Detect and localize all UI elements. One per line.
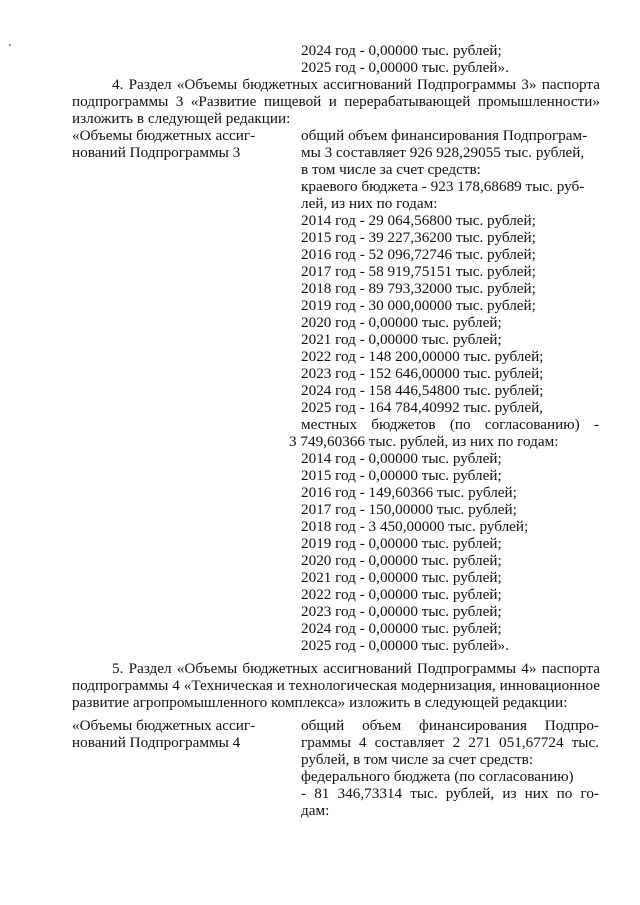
section4-body-line: общий объем финансирования Подпрограм- (301, 127, 588, 144)
section4-body-line: 2020 год - 0,00000 тыс. рублей; (301, 552, 502, 569)
section5-body-line: рублей, в том числе за счет средств: (301, 751, 534, 768)
section4-body-line: 2021 год - 0,00000 тыс. рублей; (301, 569, 502, 586)
section4-intro-line-1: 4. Раздел «Объемы бюджетных ассигнований Подпрограммы 3» паспорта (112, 76, 600, 93)
section4-body-line: мы 3 составляет 926 928,29055 тыс. рублей, (301, 144, 585, 161)
section5-body-line: граммы 4 составляет 2 271 051,67724 тыс. (301, 734, 599, 751)
section5-intro-line-1: 5. Раздел «Объемы бюджетных ассигнований Подпрограммы 4» паспорта (112, 660, 600, 677)
section4-body-line: краевого бюджета - 923 178,68689 тыс. руб- (301, 178, 585, 195)
section4-body-line: 2015 год - 39 227,36200 тыс. рублей; (301, 229, 536, 246)
section4-intro (72, 76, 600, 110)
section5-body-line: федерального бюджета (по согласованию) (301, 768, 574, 785)
scan-speck (9, 44, 11, 46)
section4-label-line-2: нований Подпрограммы 3 (72, 144, 241, 161)
section4-body-line: 2015 год - 0,00000 тыс. рублей; (301, 467, 502, 484)
section4-body-line: 2018 год - 3 450,00000 тыс. рублей; (301, 518, 529, 535)
top-line-1: 2024 год - 0,00000 тыс. рублей; (301, 42, 502, 59)
section4-body-line: 2019 год - 0,00000 тыс. рублей; (301, 535, 502, 552)
section4-body-line: 2017 год - 58 919,75151 тыс. рублей; (301, 263, 536, 280)
section4-body-line: 2021 год - 0,00000 тыс. рублей; (301, 331, 502, 348)
section4-body-line: в том числе за счет средств: (301, 161, 481, 178)
section5-label-line-1: «Объемы бюджетных ассиг- (72, 717, 256, 734)
section4-body-line: 2014 год - 0,00000 тыс. рублей; (301, 450, 502, 467)
section4-body-line: 2014 год - 29 064,56800 тыс. рублей; (301, 212, 536, 229)
section4-body-line: 2025 год - 0,00000 тыс. рублей». (301, 637, 509, 654)
section5-intro-line-3: развитие агропромышленного комплекса» изложить в следующей редакции: (72, 694, 568, 711)
section4-body-line: 2016 год - 149,60366 тыс. рублей; (301, 484, 517, 501)
section4-body-line: 2024 год - 0,00000 тыс. рублей; (301, 620, 502, 637)
section5-intro-line-2: подпрограммы 4 «Техническая и технологическая модернизация, инновационное (72, 677, 600, 694)
section4-intro-line-3: изложить в следующей редакции: (72, 110, 291, 127)
section4-label-line-1: «Объемы бюджетных ассиг- (72, 127, 256, 144)
section4-body-line: 2019 год - 30 000,00000 тыс. рублей; (301, 297, 536, 314)
section5-label-line-2: нований Подпрограммы 4 (72, 734, 241, 751)
section4-body-line: 2017 год - 150,00000 тыс. рублей; (301, 501, 517, 518)
section4-body-line: 2022 год - 148 200,00000 тыс. рублей; (301, 348, 544, 365)
section4-body-line: 2023 год - 0,00000 тыс. рублей; (301, 603, 502, 620)
section5-body-line: - 81 346,73314 тыс. рублей, из них по го- (301, 785, 599, 802)
section4-body-line: 2022 год - 0,00000 тыс. рублей; (301, 586, 502, 603)
section4-body-line: местных бюджетов (по согласованию) - (301, 416, 599, 433)
section4-body-line: 3 749,60366 тыс. рублей, из них по годам: (289, 433, 559, 450)
section5-body-line: общий объем финансирования Подпро- (301, 717, 599, 734)
section4-body-line: лей, из них по годам: (301, 195, 438, 212)
section4-body-line: 2018 год - 89 793,32000 тыс. рублей; (301, 280, 536, 297)
section4-body-line: 2024 год - 158 446,54800 тыс. рублей; (301, 382, 544, 399)
section5-intro (72, 660, 600, 694)
section4-body-line: 2025 год - 164 784,40992 тыс. рублей, (301, 399, 544, 416)
section4-intro-line-2: подпрограммы 3 «Развитие пищевой и перерабатывающей промышленности» (72, 93, 600, 110)
section4-body-line: 2016 год - 52 096,72746 тыс. рублей; (301, 246, 536, 263)
top-line-2: 2025 год - 0,00000 тыс. рублей». (301, 59, 509, 76)
section5-body-line: дам: (301, 802, 330, 819)
section4-body-line: 2020 год - 0,00000 тыс. рублей; (301, 314, 502, 331)
section4-body-line: 2023 год - 152 646,00000 тыс. рублей; (301, 365, 544, 382)
